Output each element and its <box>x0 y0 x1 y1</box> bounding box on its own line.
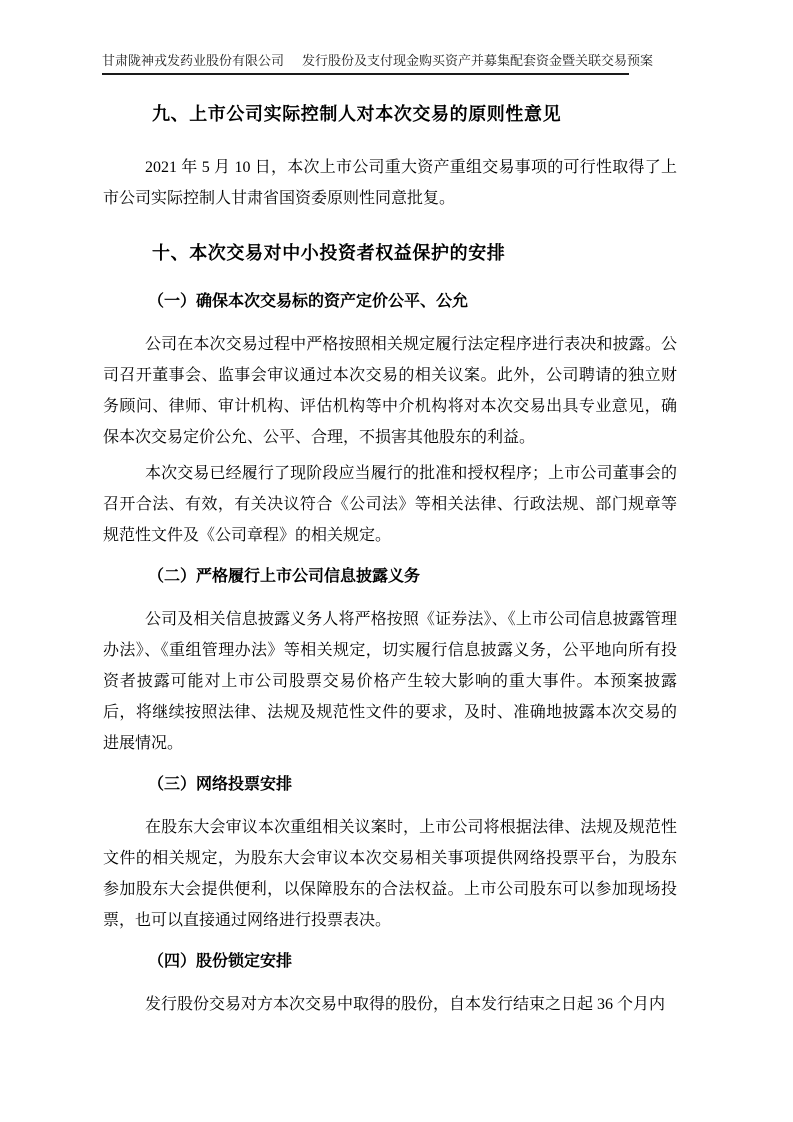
document-body <box>0 101 793 1020</box>
subsection-heading: （二）严格履行上市公司信息披露义务 <box>148 568 421 585</box>
subsection-heading: （三）网络投票安排 <box>148 776 293 793</box>
body-paragraph: 公司在本次交易过程中严格按照相关规定履行法定程序进行表决和披露。公司召开董事会、监事会审议通过本次交易的相关议案。此外，公司聘请的独立财务顾问、律师、审计机构、评估机构等中介机构将对本次交易出具专业意见，确保本次交易定价公允、公平、合理，不损害其他股东的利益。 <box>103 336 677 446</box>
section-heading: 十、本次交易对中小投资者权益保护的安排 <box>152 243 506 263</box>
subsection-heading: （一）确保本次交易标的资产定价公平、公允 <box>148 293 469 310</box>
page-header <box>102 52 654 75</box>
body-paragraph: 发行股份交易对方本次交易中取得的股份，自本发行结束之日起 36 个月内 <box>145 996 666 1013</box>
header-company-name: 甘肃陇神戎发药业股份有限公司 <box>102 53 285 68</box>
body-paragraph: 2021 年 5 月 10 日，本次上市公司重大资产重组交易事项的可行性取得了上市公司实际控制人甘肃省国资委原则性同意批复。 <box>103 159 677 207</box>
body-paragraph: 本次交易已经履行了现阶段应当履行的批准和授权程序；上市公司董事会的召开合法、有效，有关决议符合《公司法》等相关法律、行政法规、部门规章等规范性文件及《公司章程》的相关规定。 <box>103 465 677 544</box>
subsection-heading: （四）股份锁定安排 <box>148 953 293 970</box>
body-paragraph: 公司及相关信息披露义务人将严格按照《证券法》、《上市公司信息披露管理办法》、《重组管理办法》等相关规定，切实履行信息披露义务，公平地向所有投资者披露可能对上市公司股票交易价格产生较大影响的重大事件。本预案披露后，将继续按照法律、法规及规范性文件的要求，及时、准确地披露本次交易的进展情况。 <box>103 611 677 752</box>
header-doc-title: 发行股份及支付现金购买资产并募集配套资金暨关联交易预案 <box>302 53 654 68</box>
section-heading: 九、上市公司实际控制人对本次交易的原则性意见 <box>152 104 562 124</box>
body-paragraph: 在股东大会审议本次重组相关议案时，上市公司将根据法律、法规及规范性文件的相关规定，为股东大会审议本次交易相关事项提供网络投票平台，为股东参加股东大会提供便利，以保障股东的合法权益。上市公司股东可以参加现场投票，也可以直接通过网络进行投票表决。 <box>103 819 677 929</box>
